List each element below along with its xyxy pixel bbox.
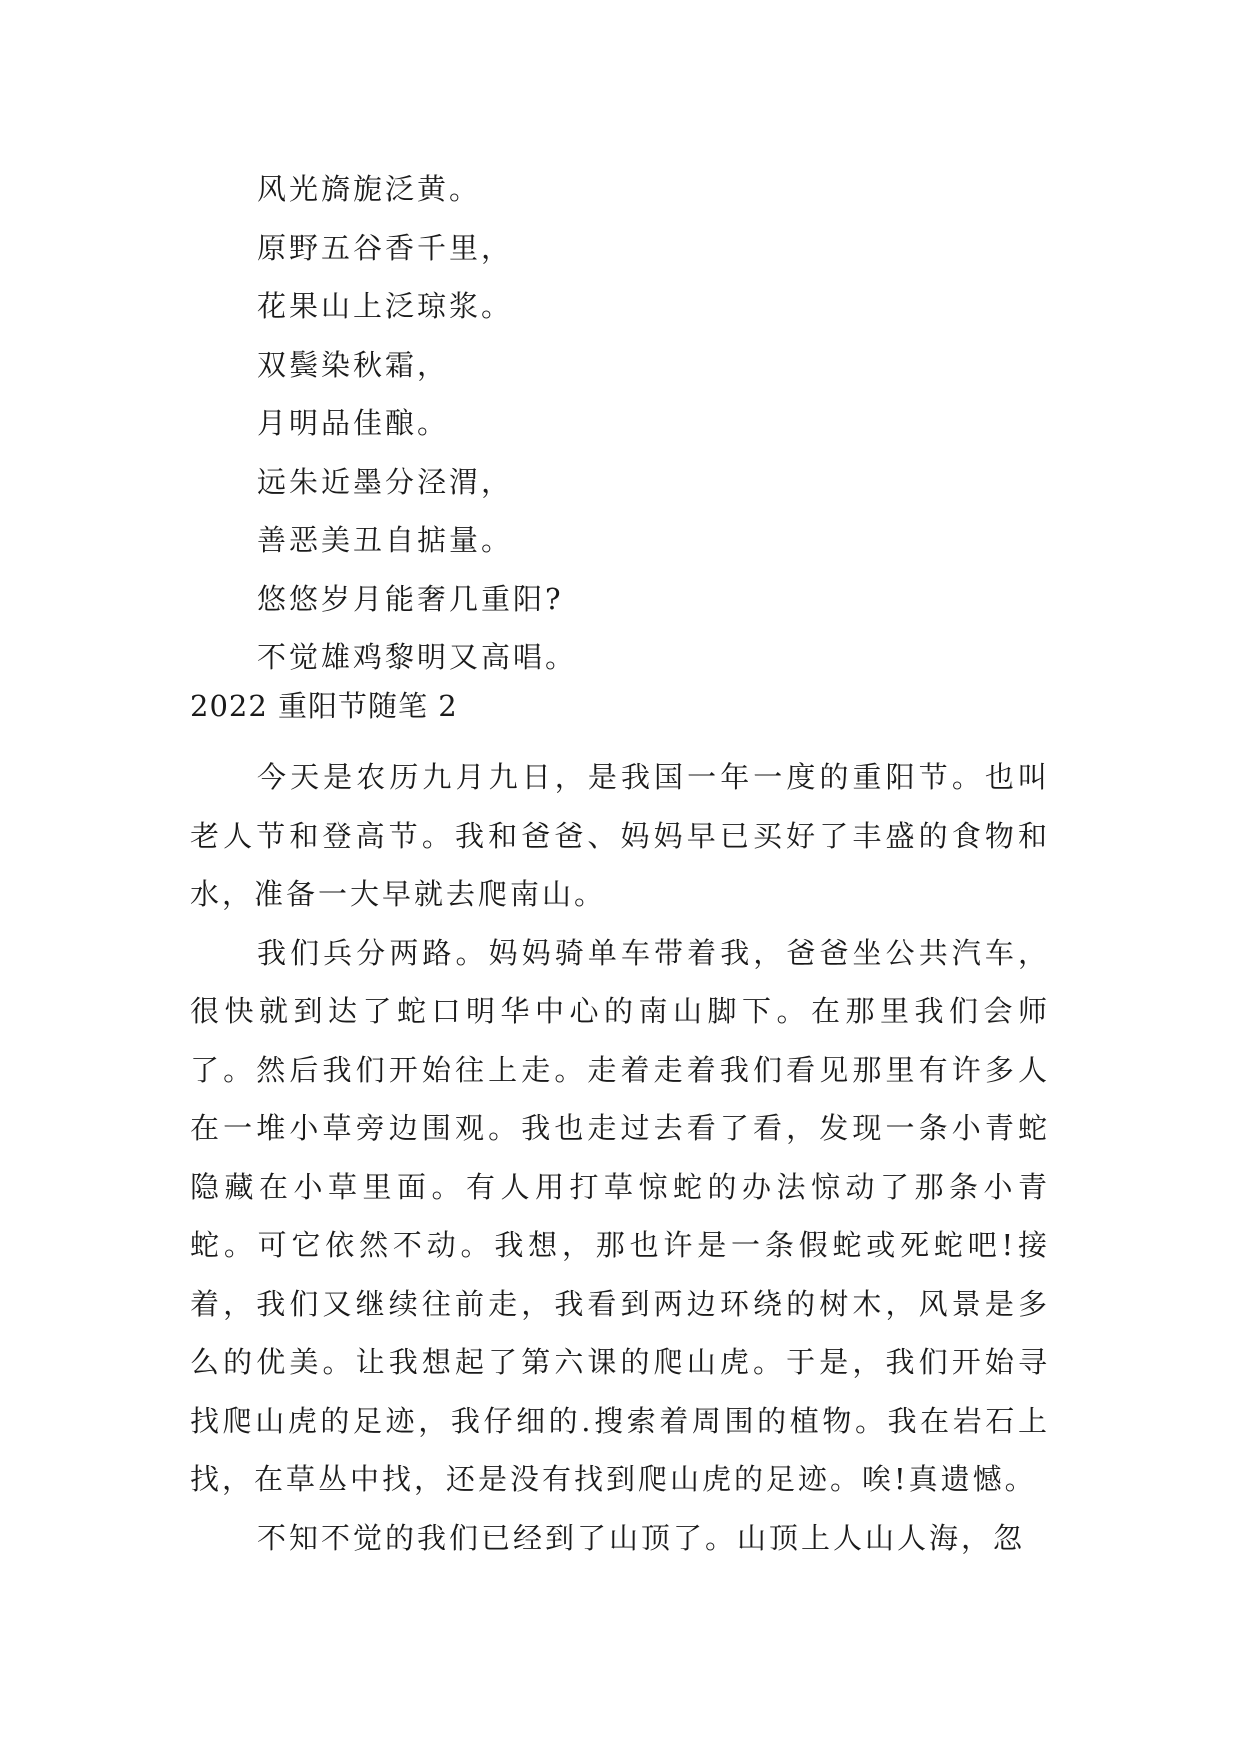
paragraph: 我们兵分两路。妈妈骑单车带着我，爸爸坐公共汽车，很快就到达了蛇口明华中心的南山脚下。在那里我们会师了。然后我们开始往上走。走着走着我们看见那里有许多人在一堆小草旁边围观。我也走过去看了看，发现一条小青蛇隐藏在小草里面。有人用打草惊蛇的办法惊动了那条小青蛇。可它依然不动。我想，那也许是一条假蛇或死蛇吧!接着，我们又继续往前走，我看到两边环绕的树木，风景是多么的优美。让我想起了第六课的爬山虎。于是，我们开始寻找爬山虎的足迹，我仔细的.搜索着周围的植物。我在岩石上找，在草丛中找，还是没有找到爬山虎的足迹。唉!真遗憾。 [190,935,1050,1496]
paragraph: 今天是农历九月九日，是我国一年一度的重阳节。也叫老人节和登高节。我和爸爸、妈妈早已买好了丰盛的食物和水，准备一大早就去爬南山。 [190,760,1050,911]
section-title: 2022 重阳节随笔 2 [190,689,458,723]
poem-line: 月明品佳酿。 [257,406,450,440]
body-text [190,748,1050,1567]
poem-line: 花果山上泛琼浆。 [257,289,514,323]
poem-line: 远朱近墨分泾渭， [257,464,514,499]
poem-line: 风光旖旎泛黄。 [257,172,482,206]
poem-line: 悠悠岁月能奢几重阳? [257,581,564,616]
poem-line: 双鬓染秋霜， [257,347,450,382]
poem-block [257,160,1057,687]
poem-line: 不觉雄鸡黎明又高唱。 [257,640,578,674]
poem-line: 善恶美丑自掂量。 [257,523,514,557]
paragraph: 不知不觉的我们已经到了山顶了。山顶上人山人海，忽 [257,1520,1026,1555]
poem-line: 原野五谷香千里， [257,230,514,265]
